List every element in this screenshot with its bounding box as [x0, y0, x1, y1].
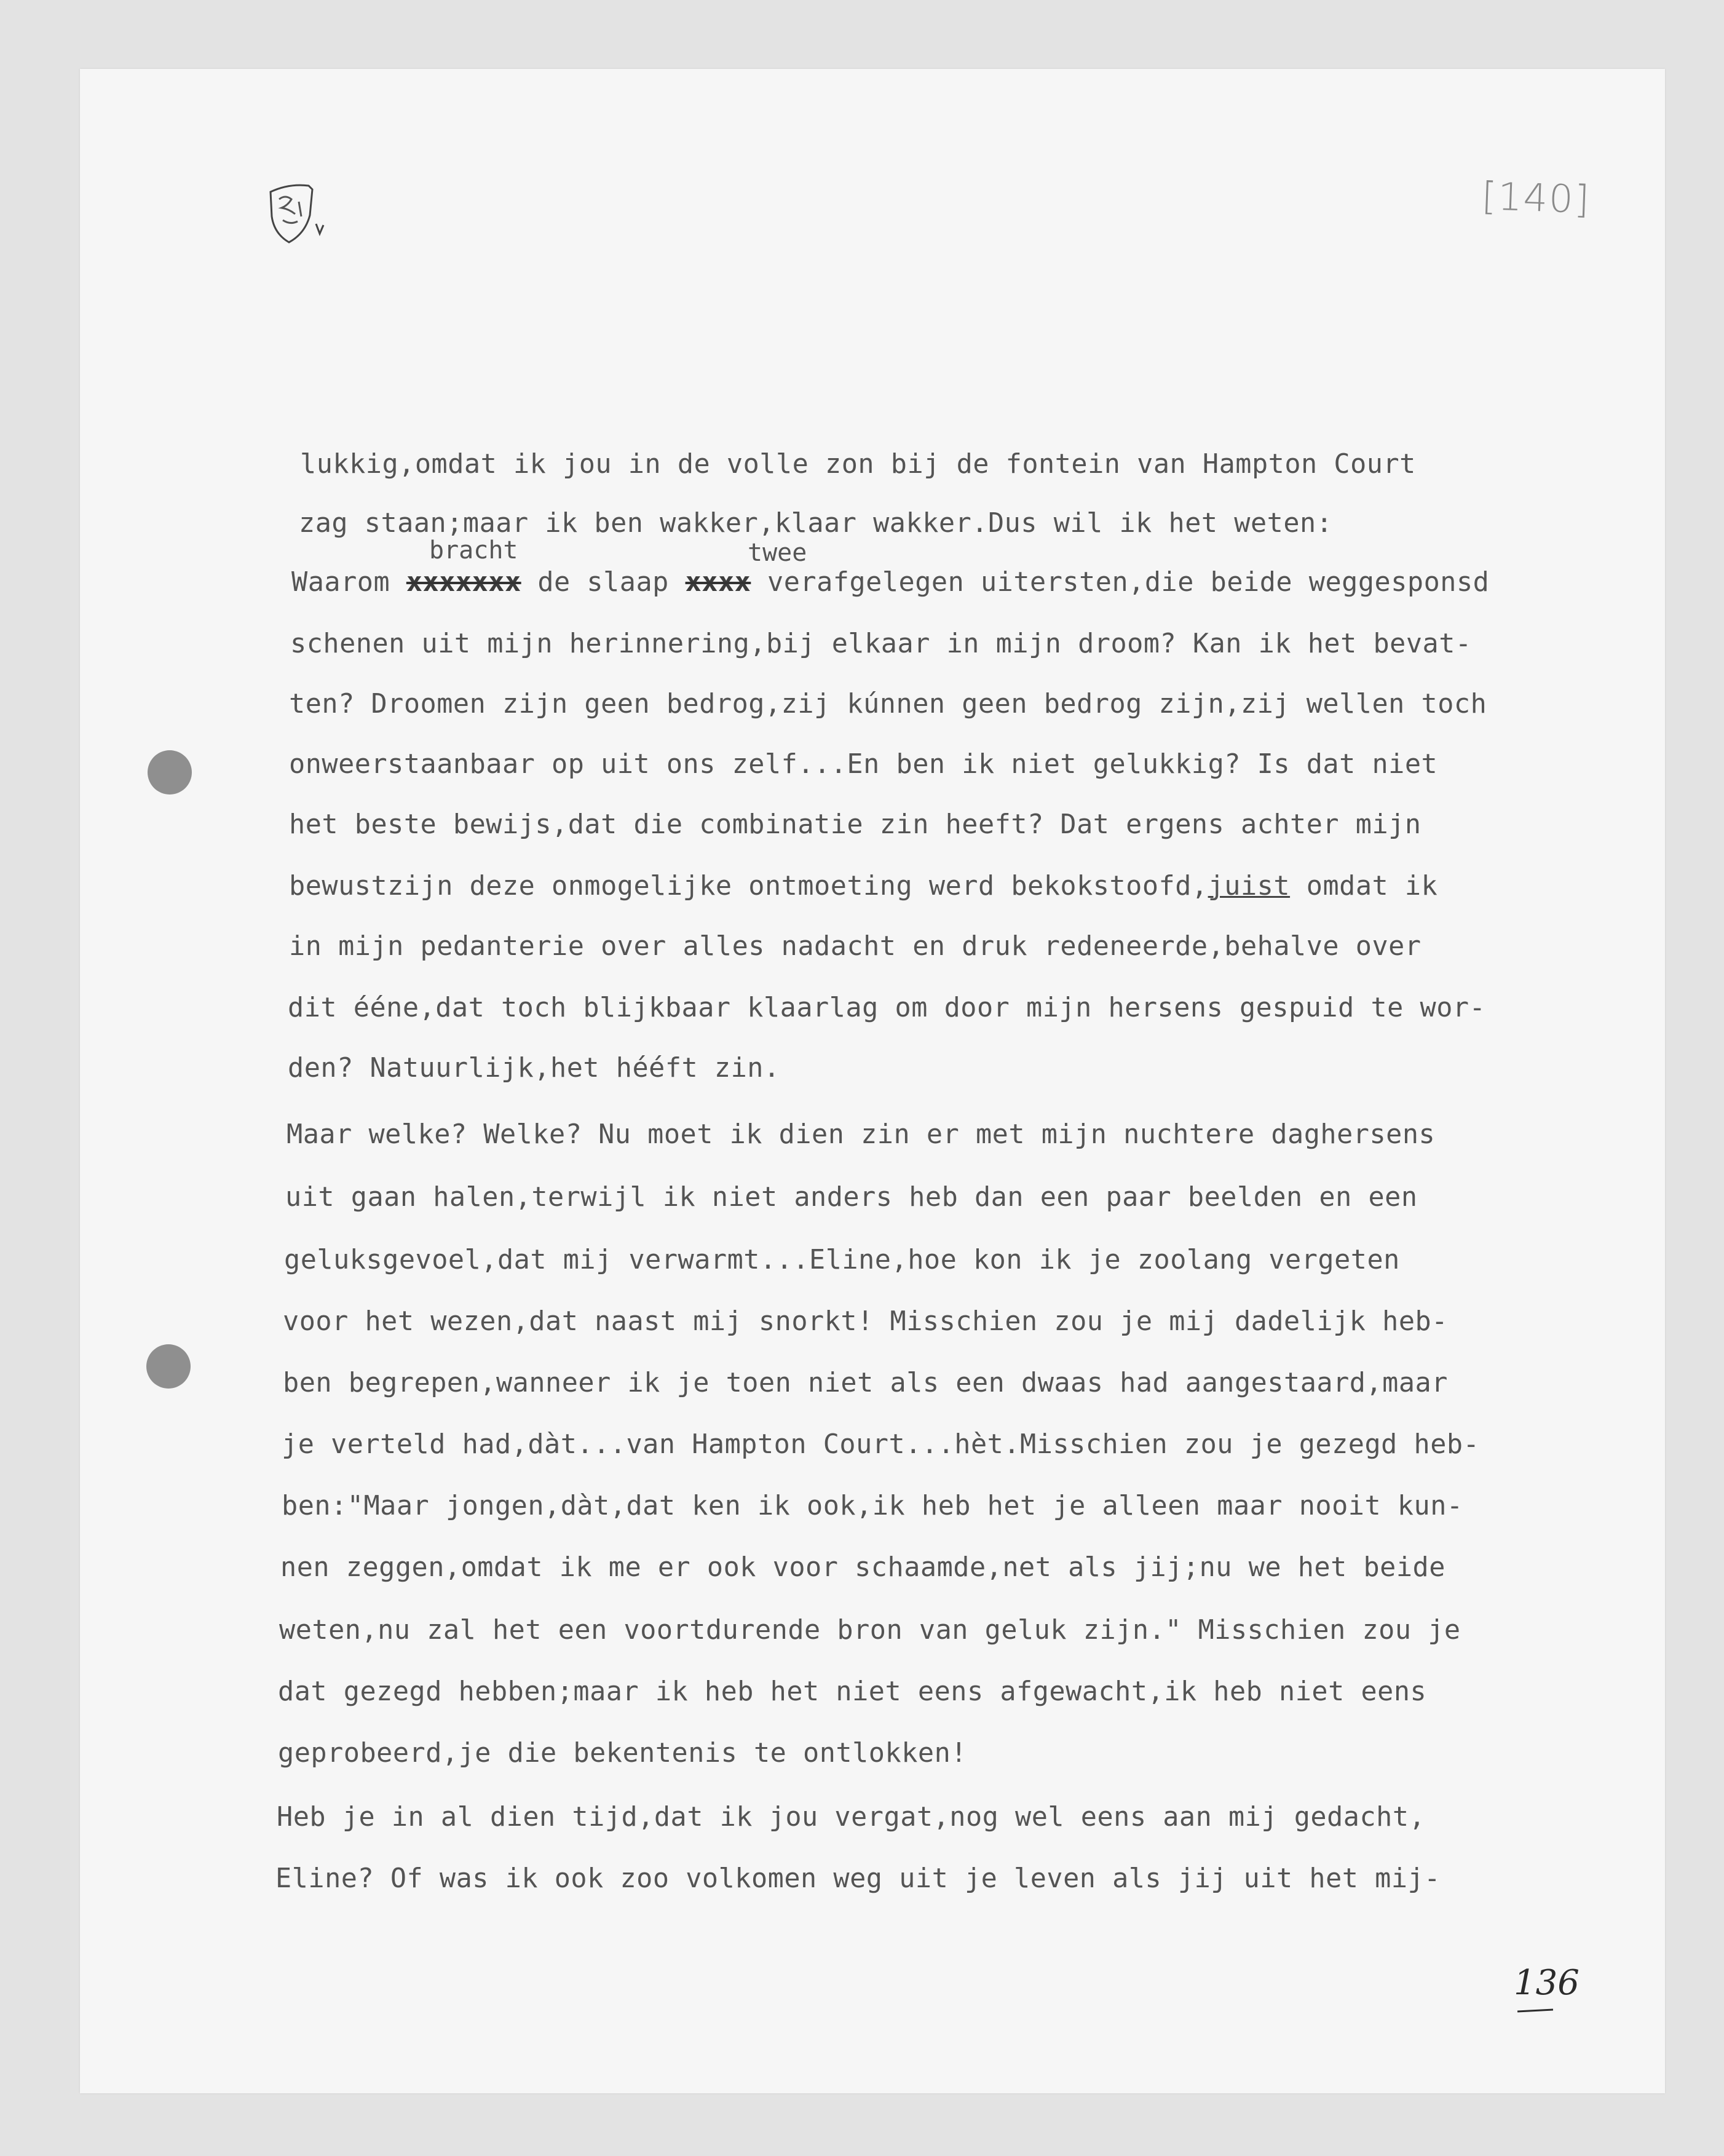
text-line — [284, 1245, 1400, 1275]
text-segment: den? Natuurlijk,het hééft zin. — [288, 1053, 780, 1084]
text-line — [282, 1491, 1463, 1521]
text-segment: geluksgevoel,dat mij verwarmt...Eline,hoe kon ik je zoolang vergeten — [284, 1245, 1400, 1275]
text-line — [277, 1802, 1425, 1833]
text-line — [280, 1552, 1445, 1583]
text-segment: Waarom — [291, 567, 406, 598]
handwritten-page-number: 136 — [1514, 1963, 1580, 2003]
text-segment: zag staan;maar ik ben wakker,klaar wakker.Dus wil ik het weten: — [299, 508, 1333, 539]
text-segment: dit ééne,dat toch blijkbaar klaarlag om door mijn hersens gespuid te wor- — [288, 993, 1486, 1023]
interlinear-insertion-bracht: bracht — [429, 536, 518, 565]
text-segment: de slaap — [521, 567, 686, 598]
text-segment: nen zeggen,omdat ik me er ook voor schaamde,net als jij;nu we het beide — [280, 1552, 1445, 1583]
interlinear-insertion-twee: twee — [748, 539, 807, 567]
text-line — [289, 809, 1422, 840]
text-line — [288, 993, 1485, 1023]
text-segment: ten? Droomen zijn geen bedrog,zij kúnnen geen bedrog zijn,zij wellen toch — [289, 689, 1487, 719]
text-line — [278, 1676, 1426, 1707]
struck-out-text: xxxxxxx — [406, 567, 521, 598]
text-line — [283, 1368, 1448, 1398]
text-line — [300, 449, 1416, 480]
text-line — [278, 1738, 967, 1769]
text-segment: weten,nu zal het een voortdurende bron van geluk zijn." Misschien zou je — [279, 1615, 1461, 1646]
text-segment: je verteld had,dàt...van Hampton Court...hèt.Misschien zou je gezegd heb- — [282, 1429, 1480, 1460]
text-segment: Maar welke? Welke? Nu moet ik dien zin er met mijn nuchtere daghersens — [287, 1119, 1436, 1150]
text-line — [289, 871, 1437, 902]
text-segment: ben begrepen,wanneer ik je toen niet als een dwaas had aangestaard,maar — [283, 1368, 1448, 1398]
text-segment: lukkig,omdat ik jou in de volle zon bij de fontein van Hampton Court — [300, 449, 1416, 480]
text-line — [279, 1615, 1461, 1646]
text-line — [287, 1119, 1435, 1150]
text-segment: onweerstaanbaar op uit ons zelf...En ben ik niet gelukkig? Is dat niet — [289, 749, 1438, 780]
archive-reference-number: [140] — [1481, 173, 1591, 223]
text-line — [289, 749, 1437, 780]
text-line — [288, 1053, 780, 1084]
struck-out-text: xxxx — [685, 567, 751, 598]
text-segment: verafgelegen uitersten,die beide weggesponsd — [751, 567, 1490, 598]
text-line — [289, 689, 1487, 719]
text-segment: uit gaan halen,terwijl ik niet anders heb dan een paar beelden en een — [285, 1182, 1418, 1213]
text-segment: ben:"Maar jongen,dàt,dat ken ik ook,ik heb het je alleen maar nooit kun- — [282, 1491, 1463, 1521]
text-line — [289, 931, 1422, 962]
text-segment: het beste bewijs,dat die combinatie zin heeft? Dat ergens achter mijn — [289, 809, 1422, 840]
text-segment: omdat ik — [1290, 871, 1438, 902]
text-line — [275, 1863, 1441, 1894]
text-segment: dat gezegd hebben;maar ik heb het niet eens afgewacht,ik heb niet eens — [278, 1676, 1427, 1707]
text-segment: bewustzijn deze onmogelijke ontmoeting werd bekokstoofd, — [289, 871, 1208, 902]
text-segment: in mijn pedanterie over alles nadacht en druk redeneerde,behalve over — [289, 931, 1422, 962]
text-line — [291, 567, 1489, 598]
text-segment: voor het wezen,dat naast mij snorkt! Misschien zou je mij dadelijk heb- — [283, 1306, 1448, 1337]
underlined-word: juist — [1208, 871, 1291, 902]
text-line — [282, 1429, 1479, 1460]
text-line — [299, 508, 1332, 539]
text-line — [285, 1182, 1418, 1213]
text-segment: Heb je in al dien tijd,dat ik jou vergat,nog wel eens aan mij gedacht, — [277, 1802, 1426, 1833]
text-segment: schenen uit mijn herinnering,bij elkaar in mijn droom? Kan ik het bevat- — [290, 628, 1472, 659]
text-line — [283, 1306, 1448, 1337]
text-segment: Eline? Of was ik ook zoo volkomen weg uit je leven als jij uit het mij- — [275, 1863, 1441, 1894]
text-line — [290, 628, 1472, 659]
text-segment: geprobeerd,je die bekentenis te ontlokken! — [278, 1738, 967, 1769]
